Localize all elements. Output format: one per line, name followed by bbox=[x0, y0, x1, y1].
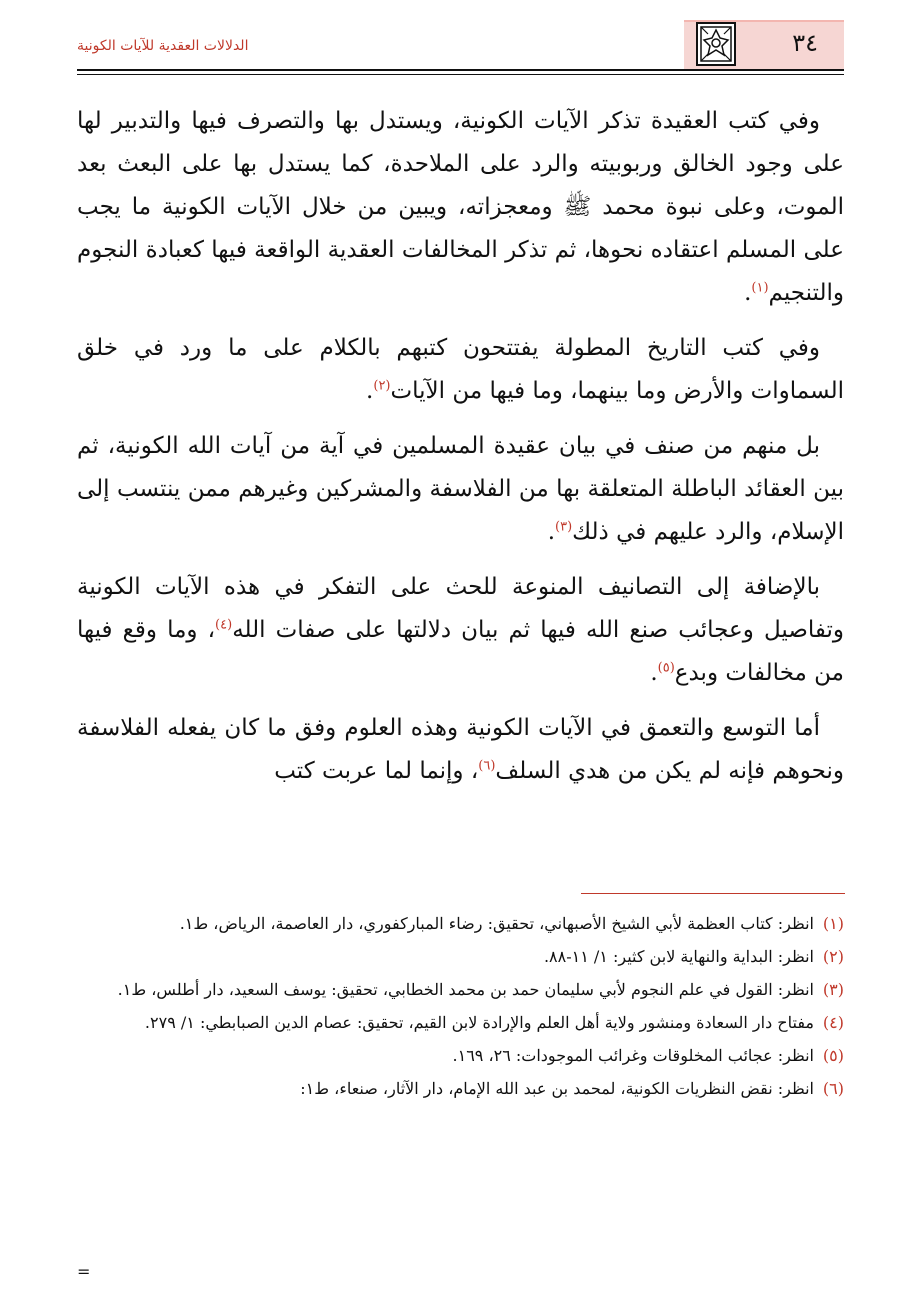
footnote-2 bbox=[77, 943, 844, 970]
paragraph-5: أما التوسع والتعمق في الآيات الكونية وهذه العلوم وفق ما كان يفعله الفلاسفة ونحوهم فإنه لم يكن من هدي السلف$^{(٦)}$، وإنما لما عربت كتب bbox=[77, 715, 844, 784]
footnote-text: انظر: القول في علم النجوم لأبي سليمان حمد بن محمد الخطابي، تحقيق: يوسف السعيد، دار أطلس، ط١. bbox=[117, 980, 814, 999]
footnote-ref-1[interactable]: (١) bbox=[751, 280, 769, 296]
footnote-ref-2[interactable]: (٢) bbox=[373, 378, 391, 394]
paragraph-3: بل منهم من صنف في بيان عقيدة المسلمين في آية من آيات الله الكونية، ثم بين العقائد الباطلة المتعلقة بها من الفلاسفة والمشركين وغيرهم ممن ينتسب إلى الإسلام، والرد عليهم في ذلك$^{(٣)}$. bbox=[77, 433, 844, 545]
footnote-ref-3[interactable]: (٣) bbox=[555, 519, 573, 535]
footnote-4 bbox=[77, 1009, 844, 1036]
page-header bbox=[77, 20, 844, 75]
footnote-number: (٦) bbox=[822, 1079, 844, 1098]
footnote-number: (٢) bbox=[822, 947, 844, 966]
page-number: ٣٤ bbox=[792, 29, 818, 57]
header-rule-thin bbox=[77, 74, 844, 75]
footnote-text: انظر: البداية والنهاية لابن كثير: ١/ ١١-٨٨. bbox=[543, 947, 814, 966]
footnotes bbox=[77, 910, 844, 1108]
footnote-1 bbox=[77, 910, 844, 937]
footnote-number: (٥) bbox=[822, 1046, 844, 1065]
footnote-5 bbox=[77, 1042, 844, 1069]
footnote-ref-4[interactable]: (٤) bbox=[215, 617, 233, 633]
continuation-mark: = bbox=[77, 1262, 91, 1281]
footnote-text: انظر: عجائب المخلوقات وغرائب الموجودات: ٢٦، ١٦٩. bbox=[452, 1046, 814, 1065]
header-rule bbox=[77, 69, 844, 71]
paragraph-2: وفي كتب التاريخ المطولة يفتتحون كتبهم بالكلام على ما ورد في خلق السماوات والأرض وما بينهما، وما فيها من الآيات$^{(٢)}$. bbox=[77, 335, 844, 404]
footnote-number: (١) bbox=[822, 914, 844, 933]
footnote-text: مفتاح دار السعادة ومنشور ولاية أهل العلم والإرادة لابن القيم، تحقيق: عصام الدين الصبابطي: ١/ ٢٧٩. bbox=[144, 1013, 814, 1032]
main-text bbox=[77, 100, 844, 805]
footnote-number: (٤) bbox=[822, 1013, 844, 1032]
footnote-separator bbox=[581, 893, 845, 894]
footnote-3 bbox=[77, 976, 844, 1003]
book-title: الدلالات العقدية للآيات الكونية bbox=[77, 38, 249, 54]
geometric-star-ornament-icon bbox=[696, 22, 736, 66]
footnote-number: (٣) bbox=[822, 980, 844, 999]
footnote-text: انظر: كتاب العظمة لأبي الشيخ الأصبهاني، تحقيق: رضاء المباركفوري، دار العاصمة، الرياض، ط١. bbox=[179, 914, 814, 933]
footnote-6 bbox=[77, 1075, 844, 1102]
paragraph-4: بالإضافة إلى التصانيف المنوعة للحث على التفكر في هذه الآيات الكونية وتفاصيل وعجائب صنع الله فيها ثم بيان دلالتها على صفات الله$^{(٤)}$، وما وقع فيها من مخالفات وبدع$^{(٥)}$. bbox=[77, 574, 844, 686]
footnote-ref-5[interactable]: (٥) bbox=[657, 660, 675, 676]
paragraph-1: وفي كتب العقيدة تذكر الآيات الكونية، ويستدل بها والتصرف فيها والتدبير لها على وجود الخالق وربوبيته والرد على الملاحدة، كما يستدل بها على البعث بعد الموت، وعلى نبوة محمد ﷺ ومعجزاته، ويبين من خلال الآيات الكونية ما يجب على المسلم اعتقاده نحوها، ثم تذكر المخالفات العقدية الواقعة فيها كعبادة النجوم والتنجيم$^{(١)}$. bbox=[77, 108, 844, 306]
footnote-text: انظر: نقض النظريات الكونية، لمحمد بن عبد الله الإمام، دار الآثار، صنعاء، ط١: bbox=[300, 1079, 814, 1098]
footnote-ref-6[interactable]: (٦) bbox=[478, 758, 496, 774]
